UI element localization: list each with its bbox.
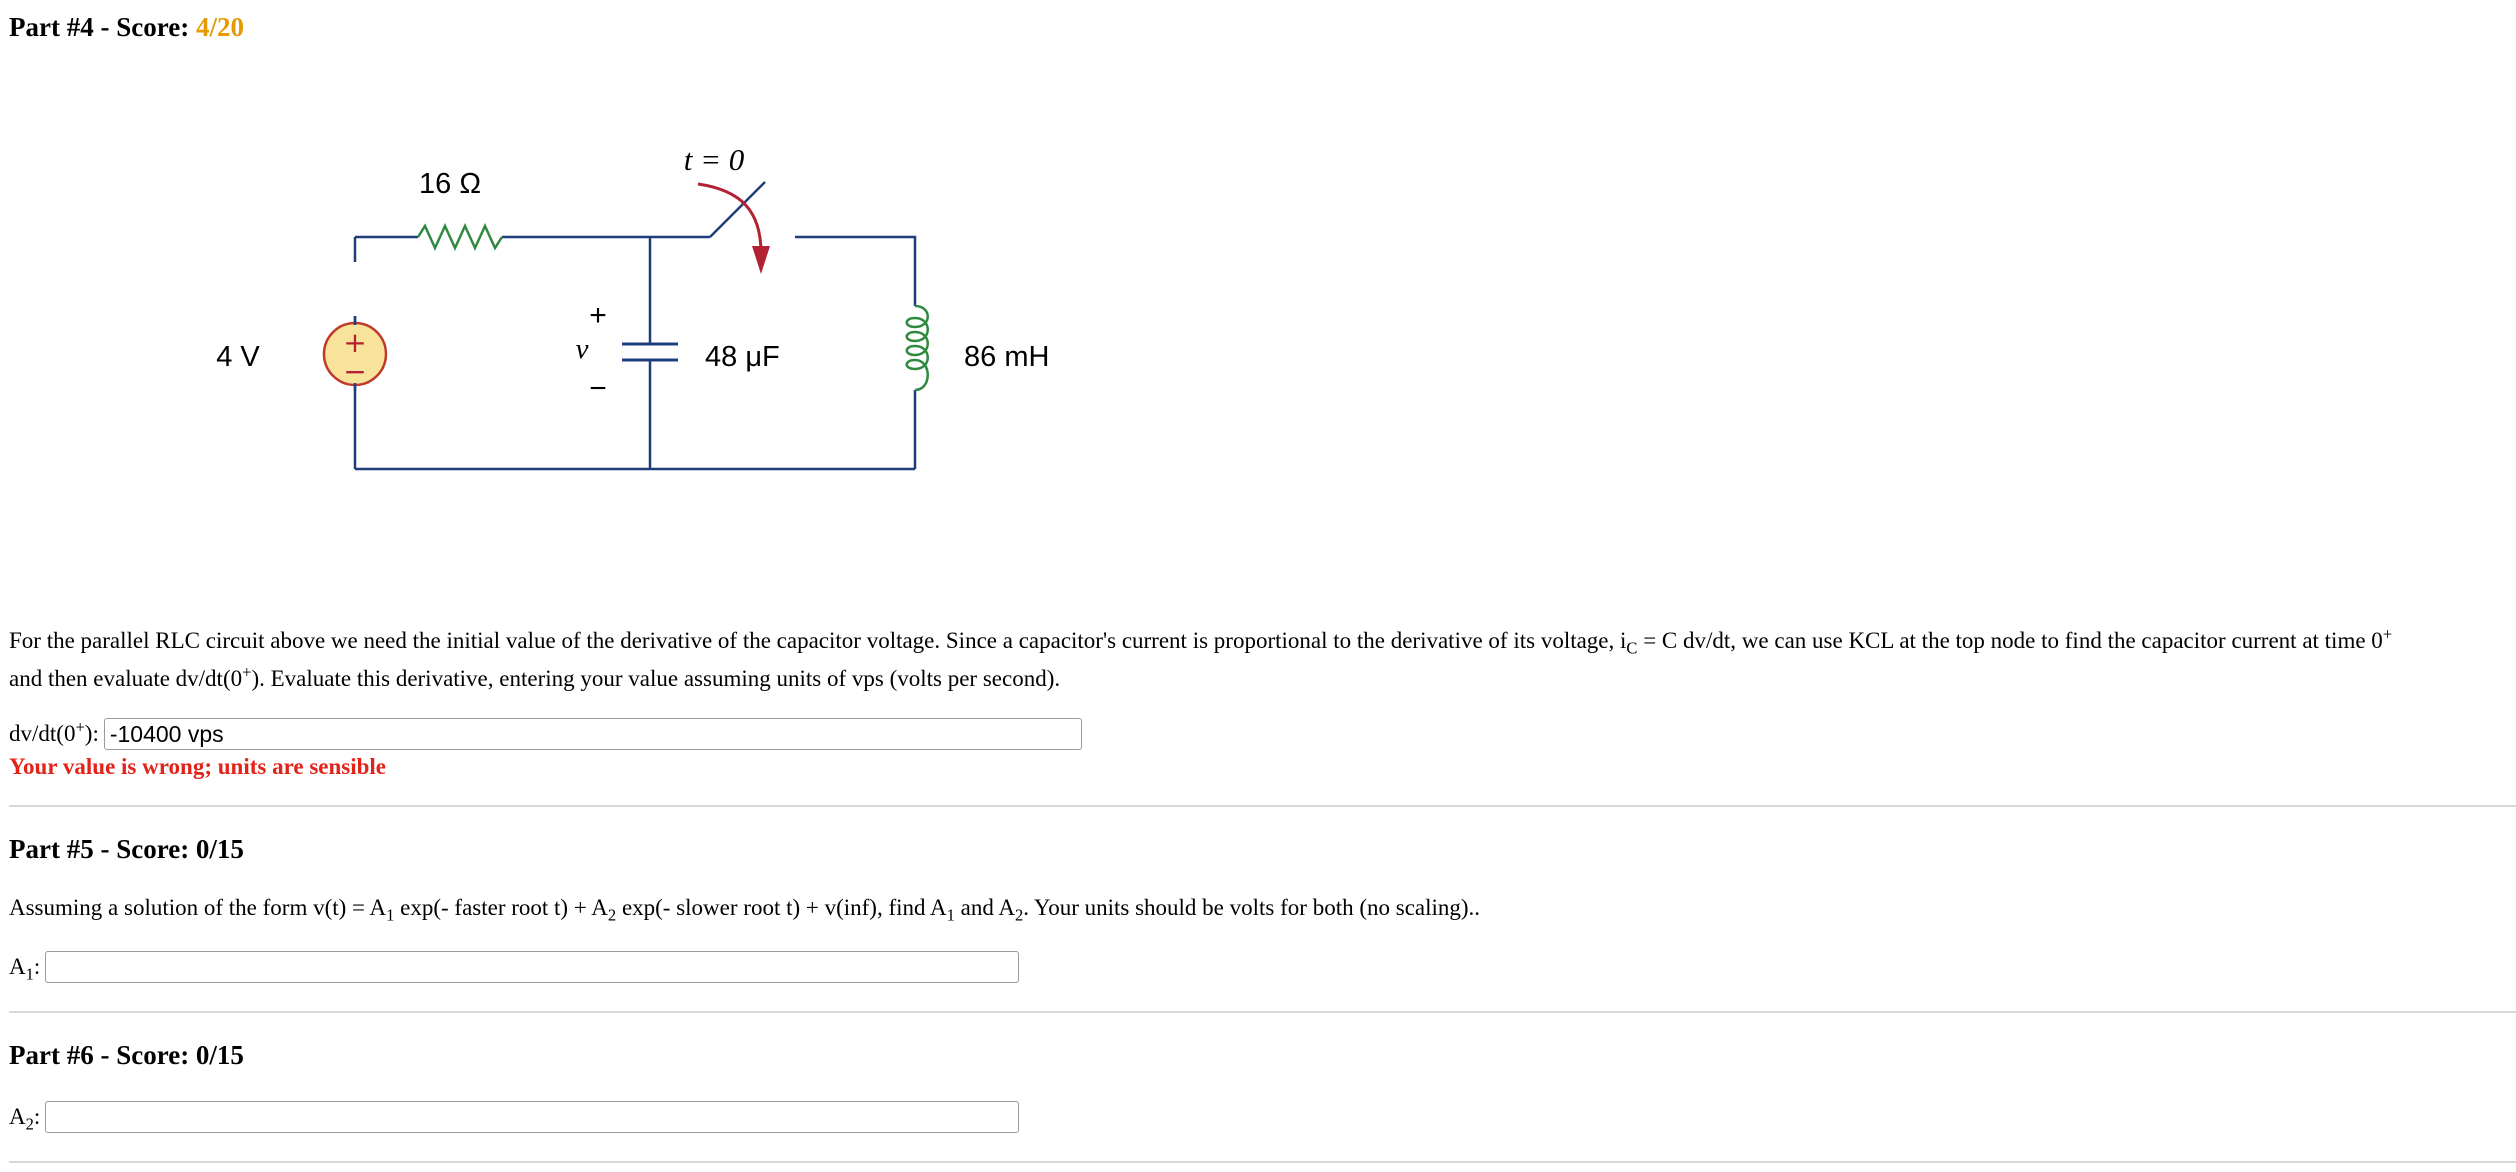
a2-field-row bbox=[9, 1101, 1019, 1133]
prompt-sub: C bbox=[1626, 638, 1638, 658]
divider bbox=[9, 1011, 2516, 1013]
part5-prompt: Assuming a solution of the form $v(t) = A_1$ exp(- faster root $t) + A_2$ exp(- slower root t) + v(inf), find $A_1$ and $A_2$. Your units should be volts for both (no scaling).. bbox=[9, 895, 1481, 925]
voltage-source bbox=[324, 316, 386, 391]
inductor-coils bbox=[907, 306, 928, 390]
prompt-text: and then evaluate dv/dt(0 bbox=[9, 666, 243, 691]
part4-score: 4/20 bbox=[195, 12, 244, 42]
inductor-label: 86 mH bbox=[964, 341, 1050, 373]
plus-sign: + bbox=[589, 299, 607, 332]
prompt-text: ). Evaluate this derivative, entering your value assuming units of vps (volts per second). bbox=[251, 666, 1061, 691]
rlc-circuit-diagram bbox=[180, 128, 1080, 488]
a1-label: $A_1$: bbox=[9, 954, 41, 984]
part4-prompt bbox=[9, 622, 2392, 698]
a2-label: $A_2$: bbox=[9, 1104, 41, 1134]
part4-feedback: Your value is wrong; units are sensible bbox=[9, 754, 386, 779]
switch-label: t = 0 bbox=[683, 142, 745, 177]
resistor-label: 16 Ω bbox=[419, 168, 481, 200]
circuit-wires bbox=[355, 182, 915, 469]
svg-text:−: − bbox=[343, 355, 367, 388]
prompt-text: For the parallel RLC circuit above we need the initial value of the derivative of the capacitor voltage. Since a capacitor's current is proportional to the derivative of its voltage, i bbox=[9, 628, 1627, 653]
voltage-var: v bbox=[575, 333, 589, 365]
prompt-text: = C dv/dt, we can use KCL at the top node to find the capacitor current at time 0 bbox=[1637, 628, 2383, 653]
part4-heading bbox=[9, 12, 244, 43]
dvdt-input[interactable] bbox=[104, 718, 1082, 750]
switch-arrow bbox=[698, 184, 770, 274]
divider bbox=[9, 805, 2516, 807]
capacitor-label: 48 μF bbox=[705, 341, 780, 373]
part6-heading: Part #6 - Score: 0/15 bbox=[9, 1040, 244, 1070]
prompt-sup: + bbox=[2382, 624, 2393, 644]
divider bbox=[9, 1161, 2516, 1163]
prompt-sup: + bbox=[242, 662, 252, 682]
svg-text:+: + bbox=[343, 326, 367, 359]
capacitor-plates bbox=[622, 344, 678, 360]
source-label: 4 V bbox=[216, 341, 260, 373]
a1-input[interactable] bbox=[45, 951, 1019, 983]
minus-sign: − bbox=[589, 372, 607, 405]
resistor-zigzag bbox=[418, 226, 502, 248]
dvdt-field-row bbox=[9, 718, 1082, 750]
dvdt-label: dv/dt(0+): bbox=[9, 717, 99, 746]
part5-heading: Part #5 - Score: 0/15 bbox=[9, 834, 244, 864]
a1-field-row bbox=[9, 951, 1019, 983]
a2-input[interactable] bbox=[45, 1101, 1019, 1133]
part4-heading-label: Part #4 - Score: bbox=[9, 12, 196, 42]
